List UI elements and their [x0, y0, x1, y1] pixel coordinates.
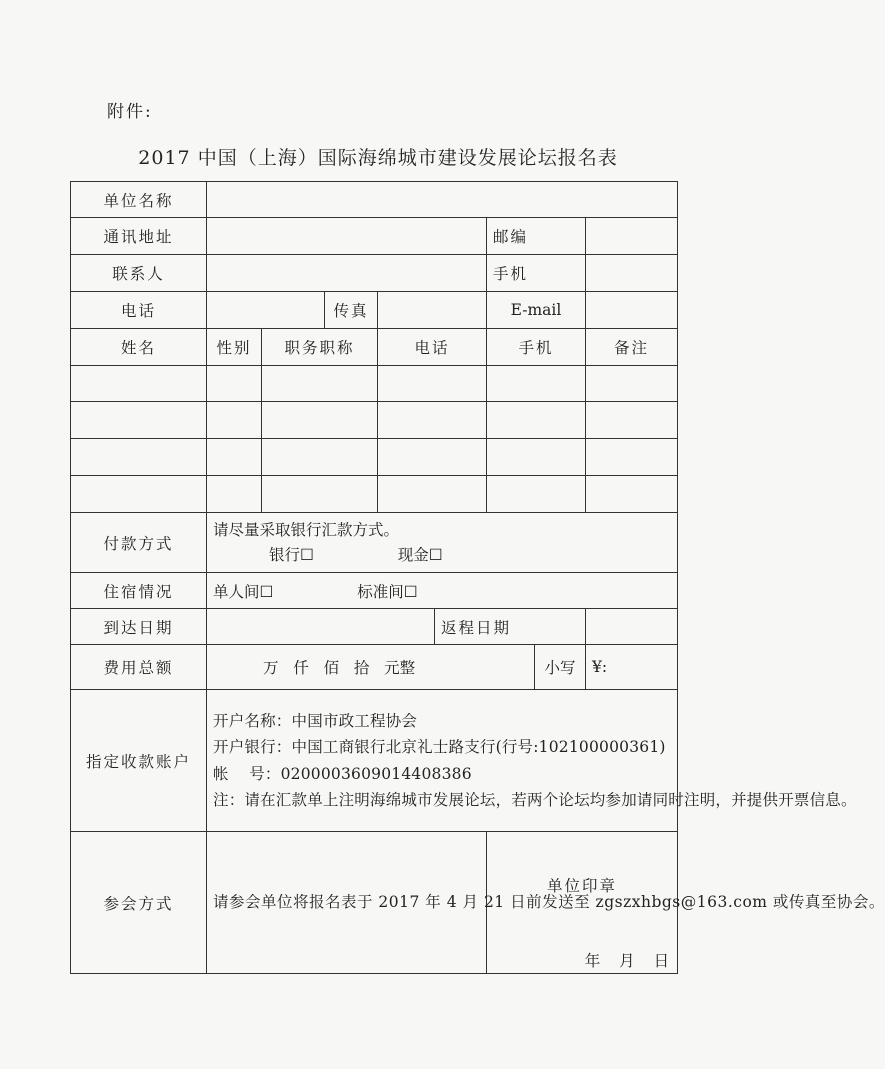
- lodging-cell: [207, 573, 678, 609]
- unit-name-field[interactable]: [207, 182, 678, 218]
- attend-text: 请参会单位将报名表于 2017 年 4 月 21 日前发送至 zgszxhbgs@163.com 或传真至协会。: [207, 832, 487, 974]
- participant-row: [71, 402, 678, 439]
- seal-date: 年 月 日: [584, 952, 670, 970]
- fee-cell: [207, 645, 586, 690]
- row-address: [71, 218, 678, 255]
- col-remark-header: 备注: [586, 329, 678, 366]
- lodging-label: 住宿情况: [71, 573, 207, 609]
- postcode-label: 邮编: [487, 218, 586, 255]
- participant-header-row: [71, 329, 678, 366]
- participant-phone-cell[interactable]: [378, 476, 487, 513]
- return-label: 返程日期: [435, 609, 586, 645]
- postcode-field[interactable]: [586, 218, 678, 255]
- participant-mobile-cell[interactable]: [487, 402, 586, 439]
- participant-remark-cell[interactable]: [586, 476, 678, 513]
- email-label: E-mail: [487, 292, 586, 329]
- participant-gender-cell[interactable]: [207, 476, 262, 513]
- participant-phone-cell[interactable]: [378, 439, 487, 476]
- participant-gender-cell[interactable]: [207, 439, 262, 476]
- participant-row: [71, 439, 678, 476]
- account-note: 注：请在汇款单上注明海绵城市发展论坛，若两个论坛均参加请同时注明，并提供开票信息。: [213, 790, 857, 809]
- row-phone: [71, 292, 678, 329]
- row-lodging: [71, 573, 678, 609]
- account-number: 帐 号：0200003609014408386: [213, 764, 472, 783]
- payment-bank-option[interactable]: 银行☐: [269, 545, 314, 564]
- account-name: 开户名称：中国市政工程协会: [213, 711, 418, 730]
- col-mobile-header: 手机: [487, 329, 586, 366]
- participant-title-cell[interactable]: [262, 366, 378, 402]
- arrival-field[interactable]: [207, 609, 435, 645]
- fee-label: 费用总额: [71, 645, 207, 690]
- participant-title-cell[interactable]: [262, 439, 378, 476]
- lodging-standard-option[interactable]: 标准间☐: [357, 582, 418, 601]
- fax-field[interactable]: [378, 292, 487, 329]
- col-gender-header: 性别: [207, 329, 262, 366]
- unit-name-label: 单位名称: [71, 182, 207, 218]
- participant-title-cell[interactable]: [262, 476, 378, 513]
- yen-label: ¥:: [592, 658, 608, 676]
- attachment-label: 附件:: [107, 102, 153, 122]
- row-fee: [71, 645, 678, 690]
- email-field[interactable]: [586, 292, 678, 329]
- address-field[interactable]: [207, 218, 487, 255]
- participant-name-cell[interactable]: [71, 439, 207, 476]
- col-name-header: 姓名: [71, 329, 207, 366]
- arrival-label: 到达日期: [71, 609, 207, 645]
- participant-row: [71, 366, 678, 402]
- contact-field[interactable]: [207, 255, 487, 292]
- fee-amount-units[interactable]: 万 仟 佰 拾 元整: [263, 659, 416, 677]
- row-payment: [71, 513, 678, 573]
- address-label: 通讯地址: [71, 218, 207, 255]
- participant-row: [71, 476, 678, 513]
- payment-cell: [207, 513, 678, 573]
- page-title: 2017 中国（上海）国际海绵城市建设发展论坛报名表: [138, 147, 618, 169]
- fax-label: 传真: [325, 292, 378, 329]
- participant-title-cell[interactable]: [262, 402, 378, 439]
- participant-phone-cell[interactable]: [378, 366, 487, 402]
- participant-mobile-cell[interactable]: [487, 476, 586, 513]
- row-unit-name: [71, 182, 678, 218]
- participant-gender-cell[interactable]: [207, 366, 262, 402]
- participant-mobile-cell[interactable]: [487, 439, 586, 476]
- participant-mobile-cell[interactable]: [487, 366, 586, 402]
- payment-note: 请尽量采取银行汇款方式。: [213, 520, 400, 539]
- phone-field[interactable]: [207, 292, 325, 329]
- participant-name-cell[interactable]: [71, 366, 207, 402]
- row-account: [71, 690, 678, 832]
- phone-label: 电话: [71, 292, 207, 329]
- row-attend: [71, 832, 678, 974]
- participant-remark-cell[interactable]: [586, 439, 678, 476]
- seal-label: 单位印章: [547, 877, 618, 895]
- participant-gender-cell[interactable]: [207, 402, 262, 439]
- mobile-field[interactable]: [586, 255, 678, 292]
- participant-phone-cell[interactable]: [378, 402, 487, 439]
- seal-cell: [487, 832, 678, 974]
- contact-label: 联系人: [71, 255, 207, 292]
- participant-name-cell[interactable]: [71, 476, 207, 513]
- registration-form: [70, 181, 885, 974]
- account-cell: [207, 690, 857, 832]
- col-title-header: 职务职称: [262, 329, 378, 366]
- row-dates: [71, 609, 678, 645]
- account-label: 指定收款账户: [71, 690, 207, 832]
- participant-remark-cell[interactable]: [586, 366, 678, 402]
- mobile-label: 手机: [487, 255, 586, 292]
- col-phone-header: 电话: [378, 329, 487, 366]
- attend-label: 参会方式: [71, 832, 207, 974]
- fee-small-label: 小写: [534, 645, 585, 689]
- lodging-single-option[interactable]: 单人间☐: [213, 582, 274, 601]
- account-bank: 开户银行：中国工商银行北京礼士路支行(行号:102100000361): [213, 738, 666, 757]
- return-field[interactable]: [586, 609, 678, 645]
- payment-cash-option[interactable]: 现金☐: [397, 545, 443, 564]
- fee-small-field[interactable]: [586, 645, 678, 690]
- row-contact: [71, 255, 678, 292]
- participant-name-cell[interactable]: [71, 402, 207, 439]
- payment-label: 付款方式: [71, 513, 207, 573]
- participant-remark-cell[interactable]: [586, 402, 678, 439]
